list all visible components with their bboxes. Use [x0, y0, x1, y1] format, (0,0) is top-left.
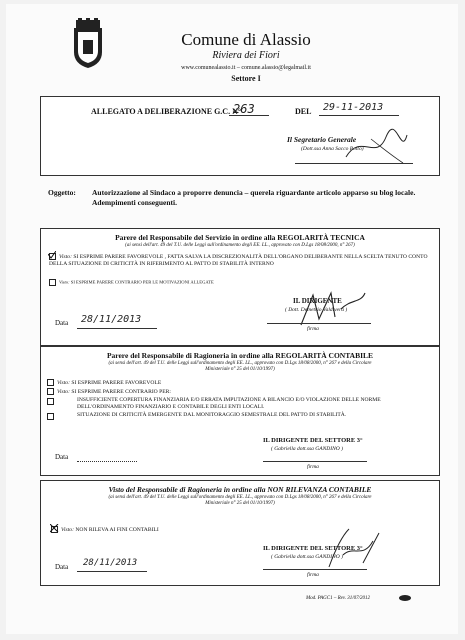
contabile-visto1-text: SI ESPRIME PARERE FAVOREVOLE: [71, 379, 162, 386]
contabile-firma: firma: [307, 464, 319, 470]
tecnico-box: [40, 228, 440, 346]
rilevanza-subtitle1: (ai sensi dell'art. 49 del T.U. delle Leggi sull'ordinamento degli EE. LL., approvato con D.Lgs 18/08/2000, n° 267 e della Circolare: [108, 495, 372, 500]
tecnico-visto1-text: SI ESPRIME PARERE FAVOREVOLE , FATTA SALVA LA DISCREZIONALITÀ DELL'ORGANO DELIBERANTE NELLA SCELTA TENUTO CONTO DELLA SITUAZIONE DI CRITICITÀ IN RIFERIMENTO AL PATTO DI STABILITÀ INTERNO: [49, 253, 428, 267]
allegato-date: 29-11-2013: [323, 102, 384, 113]
tecnico-data-value: 28/11/2013: [81, 314, 142, 325]
footer-mod: Mod. PAGC1 – Rev. 31/07/2012: [306, 596, 370, 601]
contabile-dirigente-title: IL DIRIGENTE DEL SETTORE 3°: [263, 437, 363, 444]
contabile-subtitle2: Ministeriale n° 25 del 01/10/1997): [205, 367, 275, 372]
contabile-option2: SITUAZIONE DI CRITICITÀ EMERGENTE DAL MONITORAGGIO SEMESTRALE DEL PATTO DI STABILITÀ.: [77, 412, 347, 418]
footer-mark-icon: [398, 594, 412, 602]
contabile-subtitle1: (ai sensi dell'art. 49 del T.U. delle Leggi sull'ordinamento degli EE. LL., approvato con D.Lgs 18/08/2000, n° 267 e della Circolare: [108, 361, 372, 366]
rilevanza-box: [40, 480, 440, 586]
allegato-box: [40, 96, 440, 176]
rilevanza-visto-label: Visto:: [61, 526, 74, 533]
comune-title: Comune di Alassio: [181, 30, 311, 49]
rilevanza-data-value: 28/11/2013: [83, 558, 138, 568]
tecnico-visto1-label: Visto:: [59, 253, 72, 260]
contabile-visto2-label: Visto:: [57, 388, 70, 395]
contabile-option1: INSUFFICIENTE COPERTURA FINANZIARIA E/O ERRATA IMPUTAZIONE A BILANCIO E/O VIOLAZIONE DELLE NORME DELL'ORDINAMENTO FINANZIARIO E CONTABILE DEGLI ENTI LOCALI.: [77, 397, 381, 410]
segretario-signature: [341, 127, 411, 167]
allegato-number: 263: [233, 102, 255, 116]
tecnico-subtitle: (ai sensi dell'art. 49 del T.U. delle Leggi sull'ordinamento degli EE. LL., approvato con D.Lgs 18/08/2000, n° 267): [125, 243, 355, 248]
rilevanza-subtitle2: Ministeriale n° 25 del 01/10/1997): [205, 501, 275, 506]
rilevanza-visto-text: NON RILEVA AI FINI CONTABILI: [75, 526, 159, 533]
comune-contacts: www.comunealassio.it – comune.alassio@legalmail.it: [181, 65, 311, 71]
document-page: [6, 4, 458, 634]
tecnico-data-label: Data: [55, 319, 69, 327]
rilevanza-signature: [323, 525, 383, 571]
allegato-label: ALLEGATO A DELIBERAZIONE G.C. N°: [91, 107, 242, 116]
oggetto-label: Oggetto:: [48, 188, 76, 197]
contabile-dirigente-name: ( Gabriella dott.ssa GANDINO ): [271, 446, 343, 452]
settore-label: Settore I: [231, 74, 261, 83]
tecnico-visto2-checkbox[interactable]: [49, 279, 56, 286]
contabile-visto1-label: Visto:: [57, 379, 70, 386]
tecnico-dirigente-title: IL DIRIGENTE: [293, 297, 342, 305]
tecnico-firma: firma: [307, 326, 319, 332]
coat-of-arms-icon: [68, 18, 108, 70]
contabile-visto2-text: SI ESPRIME PARERE CONTRARIO PER:: [71, 388, 171, 395]
contabile-data-field[interactable]: [77, 461, 137, 462]
tecnico-dirigente-name: ( Dott. Demetrio Valdivera ): [285, 307, 348, 313]
comune-subtitle: Riviera dei Fiori: [212, 50, 280, 61]
tecnico-title: Parere del Responsabile del Servizio in ordine alla REGOLARITÀ TECNICA: [115, 233, 365, 242]
contabile-visto2-checkbox[interactable]: [47, 388, 54, 395]
contabile-title: Parere del Responsabile di Ragioneria in ordine alla REGOLARITÀ CONTABILE: [106, 351, 374, 360]
rilevanza-dirigente-title: IL DIRIGENTE DEL SETTORE 3°: [263, 545, 363, 552]
rilevanza-data-label: Data: [55, 563, 69, 571]
contabile-option1-checkbox[interactable]: [47, 398, 54, 405]
rilevanza-visto-checkbox[interactable]: [51, 526, 58, 533]
tecnico-visto1-checkbox[interactable]: [49, 253, 56, 260]
del-label: DEL: [295, 107, 312, 116]
rilevanza-firma: firma: [307, 572, 319, 578]
tecnico-visto2-label: Visto:: [59, 279, 70, 285]
contabile-box: [40, 346, 440, 476]
contabile-data-label: Data: [55, 453, 69, 461]
segretario-name: (Dott.ssa Anna Sacco Botto): [301, 146, 364, 152]
contabile-visto1-checkbox[interactable]: [47, 379, 54, 386]
contabile-option2-checkbox[interactable]: [47, 413, 54, 420]
segretario-title: Il Segretario Generale: [287, 135, 357, 144]
tecnico-visto2-text: SI ESPRIME PARERE CONTRARIO PER LE MOTIVAZIONI ALLEGATE: [70, 279, 214, 285]
rilevanza-dirigente-name: ( Gabriella dott.ssa GANDINO ): [271, 554, 343, 560]
oggetto-text: Autorizzazione al Sindaco a proporre denuncia – querela riguardante articolo apparso su blog locale. Adempimenti conseguenti.: [92, 188, 416, 207]
rilevanza-title: Visto del Responsabile di Ragioneria in ordine alla NON RILEVANZA CONTABILE: [108, 485, 372, 494]
